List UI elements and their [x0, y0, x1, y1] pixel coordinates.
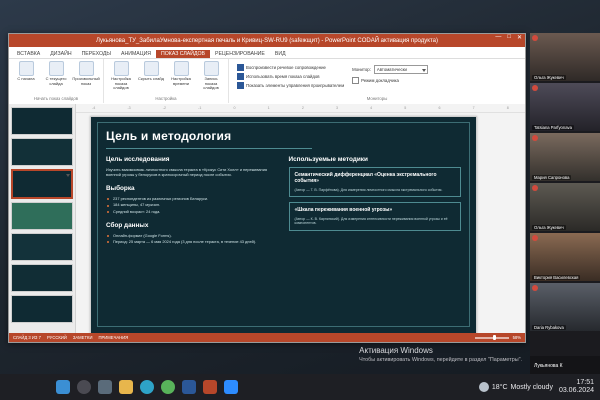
checkbox-show-media-controls-label: Показать элементы управления проигрывателем	[246, 83, 345, 88]
ribbon-group-start-show-label: Начать показ слайдов	[33, 96, 79, 101]
thumbnail-slide-5[interactable]	[11, 233, 73, 261]
tab-insert[interactable]: ВСТАВКА	[17, 51, 41, 57]
slide-stage	[76, 104, 525, 333]
heading-data-collection: Сбор данных	[106, 221, 149, 229]
tab-slideshow[interactable]: ПОКАЗ СЛАЙДОВ	[156, 50, 210, 58]
ruler-tick: 0	[233, 106, 236, 110]
participant-name: Ольга Жукевич	[534, 75, 564, 80]
clock-date: 03.06.2024	[558, 387, 594, 394]
activation-subtitle: Чтобы активировать Windows, перейдите в раздел "Параметры".	[359, 357, 522, 363]
play-from-start-icon	[19, 61, 34, 76]
sample-item: 237 респондентов из различных регионов Беларуси.	[106, 196, 279, 202]
start-icon[interactable]	[56, 380, 70, 394]
checkbox-show-media-controls[interactable]	[237, 82, 344, 89]
participant-tile[interactable]	[530, 233, 600, 281]
tab-view[interactable]: ВИД	[274, 51, 286, 57]
slide-right-column	[289, 156, 462, 246]
ruler-tick: 2	[301, 106, 304, 110]
tab-review[interactable]: РЕЦЕНЗИРОВАНИЕ	[214, 51, 265, 57]
ruler-tick: -3	[127, 106, 131, 110]
window-title-bar[interactable]	[9, 34, 525, 47]
heading-goal: Цель исследования	[106, 156, 170, 163]
button-from-current-label: С текущего слайда	[45, 76, 67, 86]
thumbnail-slide-3[interactable]	[11, 169, 73, 199]
monitor-label: Монитор:	[352, 67, 371, 72]
ruler-tick: -4	[92, 106, 96, 110]
ribbon-group-monitors-label: Мониторы	[366, 96, 388, 101]
method-card-2	[289, 202, 462, 231]
ribbon-group-setup	[104, 59, 229, 103]
button-custom-show-label: Произвольный показ	[72, 76, 100, 86]
thumbnail-slide-1[interactable]	[11, 107, 73, 135]
ribbon-group-setup-label: Настройка	[155, 96, 177, 101]
participant-name: Daria Rybakova	[534, 325, 564, 330]
button-from-beginning-label: С начала	[17, 76, 35, 81]
edge-icon[interactable]	[140, 380, 154, 394]
playback-options	[233, 61, 348, 92]
zoom-participants-panel[interactable]	[530, 33, 600, 376]
tab-animation[interactable]: АНИМАЦИЯ	[121, 51, 152, 57]
heading-methods: Используемые методики	[288, 156, 368, 163]
ruler-tick: 5	[404, 106, 407, 110]
weather-icon	[479, 382, 489, 392]
mic-muted-icon	[532, 285, 538, 291]
zoom-icon[interactable]	[224, 380, 238, 394]
mic-muted-icon	[532, 35, 538, 41]
checkbox-play-narrations[interactable]	[237, 64, 344, 71]
ribbon-group-start-show	[9, 59, 104, 103]
sample-item: Средний возраст: 24 года.	[106, 209, 279, 215]
search-icon[interactable]	[77, 380, 91, 394]
clock-time: 17:51	[576, 379, 594, 386]
thumbnail-slide-4[interactable]	[11, 202, 73, 230]
checkbox-icon	[237, 73, 244, 80]
participant-tile[interactable]	[530, 83, 600, 131]
ribbon-tab-bar[interactable]	[9, 47, 525, 59]
zoom-footer-name: Лукьянова К	[534, 363, 563, 369]
zoom-level[interactable]: 58%	[512, 335, 521, 340]
custom-show-icon	[79, 61, 94, 76]
monitor-options	[348, 61, 432, 92]
button-from-current[interactable]	[43, 61, 69, 86]
tab-transitions[interactable]: ПЕРЕХОДЫ	[81, 51, 112, 57]
button-hide-slide[interactable]	[138, 61, 164, 82]
hide-slide-icon	[144, 61, 159, 76]
tab-design[interactable]: ДИЗАЙН	[50, 51, 72, 57]
weather-condition: Mostly cloudy	[510, 383, 553, 391]
method-card-2-body: (Автор — К. В. Карпинский). Для измерения интенсивности переживания военной угрозы и её компонентов.	[294, 216, 448, 226]
collection-item: Период: 25 марта — 6 мая 2024 года (3 дня после теракта, в течение 43 дней).	[106, 239, 279, 245]
play-from-current-icon	[49, 61, 64, 76]
button-setup-show-label: Настройка показа слайдов	[111, 76, 131, 91]
button-custom-show[interactable]	[73, 61, 99, 86]
ribbon-group-monitors	[229, 59, 525, 103]
temperature: 18°C	[491, 383, 508, 391]
method-card-1-body: (Автор — Т. В. Парфёнова). Для измерения личностного смысла экстремального события.	[294, 187, 443, 192]
participant-name: Ольга Жукевич	[534, 225, 564, 230]
weather-widget[interactable]	[479, 382, 553, 392]
mic-muted-icon	[532, 135, 538, 141]
heading-sample: Выборка	[106, 184, 135, 192]
monitor-selector-row[interactable]	[352, 64, 428, 75]
sample-item: 184 женщины, 47 мужчин.	[106, 202, 279, 208]
word-icon[interactable]	[182, 380, 196, 394]
participant-name: Виктория Василевская	[534, 275, 579, 280]
checkbox-icon	[237, 64, 244, 71]
language-indicator[interactable]: РУССКИЙ	[46, 335, 67, 340]
collection-item: Онлайн-формат (Google Forms).	[106, 233, 279, 239]
checkbox-presenter-view-label: Режим докладчика	[361, 78, 399, 83]
horizontal-ruler	[76, 104, 525, 113]
ruler-tick: 8	[506, 106, 509, 110]
participant-name: Tatsiana Parfyonava	[534, 125, 572, 130]
explorer-icon[interactable]	[119, 380, 133, 394]
ruler-tick: 3	[335, 106, 338, 110]
close-button[interactable]: ✕	[516, 35, 522, 41]
slide-canvas[interactable]	[90, 116, 477, 334]
slide-indicator: СЛАЙД 3 ИЗ 7	[13, 335, 41, 340]
monitor-select[interactable]: Автоматически	[374, 65, 428, 74]
setup-show-icon	[114, 61, 129, 76]
taskbar[interactable]	[0, 374, 600, 400]
goal-text: Изучить взаимосвязь личностного смысла теракта в «Крокус Сити Холл» и переживания военной угрозы у белорусов в краткосрочный период после события.	[106, 167, 267, 178]
ribbon[interactable]	[9, 59, 525, 106]
button-rehearse-timings-label: Настройка времени	[171, 76, 191, 86]
slide-thumbnail-pane[interactable]	[9, 104, 76, 333]
mic-muted-icon	[532, 235, 538, 241]
record-slideshow-icon	[204, 61, 219, 76]
powerpoint-window[interactable]	[8, 33, 526, 343]
zoom-slider[interactable]	[475, 337, 509, 339]
notes-button[interactable]: ЗАМЕТКИ	[72, 335, 93, 340]
method-card-2-title: «Шкала переживания военной угрозы»	[294, 207, 393, 214]
mic-muted-icon	[532, 185, 538, 191]
ruler-tick: 1	[267, 106, 270, 110]
checkbox-presenter-view[interactable]	[352, 77, 428, 84]
method-card-1	[289, 167, 462, 197]
button-rehearse-timings[interactable]	[168, 61, 194, 86]
title-underline	[106, 148, 312, 149]
ruler-tick: -1	[198, 106, 202, 110]
ruler-tick: 4	[370, 106, 373, 110]
status-bar[interactable]	[9, 333, 525, 342]
mic-muted-icon	[532, 85, 538, 91]
maximize-button[interactable]: □	[507, 34, 511, 40]
method-card-1-title: Семантический дифференциал «Оценка экстремального события»	[294, 172, 437, 185]
task-view-icon[interactable]	[98, 380, 112, 394]
thumbnail-slide-2[interactable]	[11, 138, 73, 166]
button-record-slideshow-label: Запись показа слайдов	[203, 76, 219, 91]
button-from-beginning[interactable]	[13, 61, 39, 82]
thumbnail-slide-7[interactable]	[11, 295, 73, 323]
ruler-tick: -2	[162, 106, 166, 110]
chrome-icon[interactable]	[161, 380, 175, 394]
slide-title: Цель и методология	[106, 129, 232, 143]
checkbox-icon	[352, 77, 359, 84]
checkbox-icon	[237, 82, 244, 89]
zoom-footer[interactable]	[530, 356, 600, 376]
button-record-slideshow[interactable]	[198, 61, 224, 91]
powerpoint-icon[interactable]	[203, 380, 217, 394]
windows-activation-watermark	[359, 346, 522, 364]
participant-tile[interactable]	[530, 283, 600, 331]
comments-button[interactable]: ПРИМЕЧАНИЯ	[98, 335, 129, 340]
participant-tile[interactable]	[530, 33, 600, 81]
clock[interactable]	[559, 379, 594, 395]
participant-tile[interactable]	[530, 133, 600, 181]
button-hide-slide-label: Скрыть слайд	[138, 76, 164, 81]
checkbox-use-timings[interactable]	[237, 73, 344, 80]
window-title: Лукьянова_ТУ_ЗабилаУмнова-експертная печаль и Кривиц-SW-RU9 (safeжщит) - PowerPoint CODAЙ активация продукта)	[96, 37, 438, 44]
thumbnail-slide-6[interactable]	[11, 264, 73, 292]
ruler-tick: 7	[472, 106, 475, 110]
checkbox-use-timings-label: Использовать время показа слайдов	[246, 74, 320, 79]
participant-tile[interactable]	[530, 183, 600, 231]
participant-name: Мария Сапронова	[534, 175, 570, 180]
editor-workspace	[9, 104, 525, 333]
minimize-button[interactable]: —	[495, 34, 502, 40]
rehearse-timings-icon	[174, 61, 189, 76]
ruler-tick: 6	[438, 106, 441, 110]
checkbox-play-narrations-label: Воспроизвести речевое сопровождение	[246, 65, 326, 70]
button-setup-show[interactable]	[108, 61, 134, 91]
activation-title: Активация Windows	[359, 346, 433, 355]
slide-left-column	[106, 156, 279, 246]
